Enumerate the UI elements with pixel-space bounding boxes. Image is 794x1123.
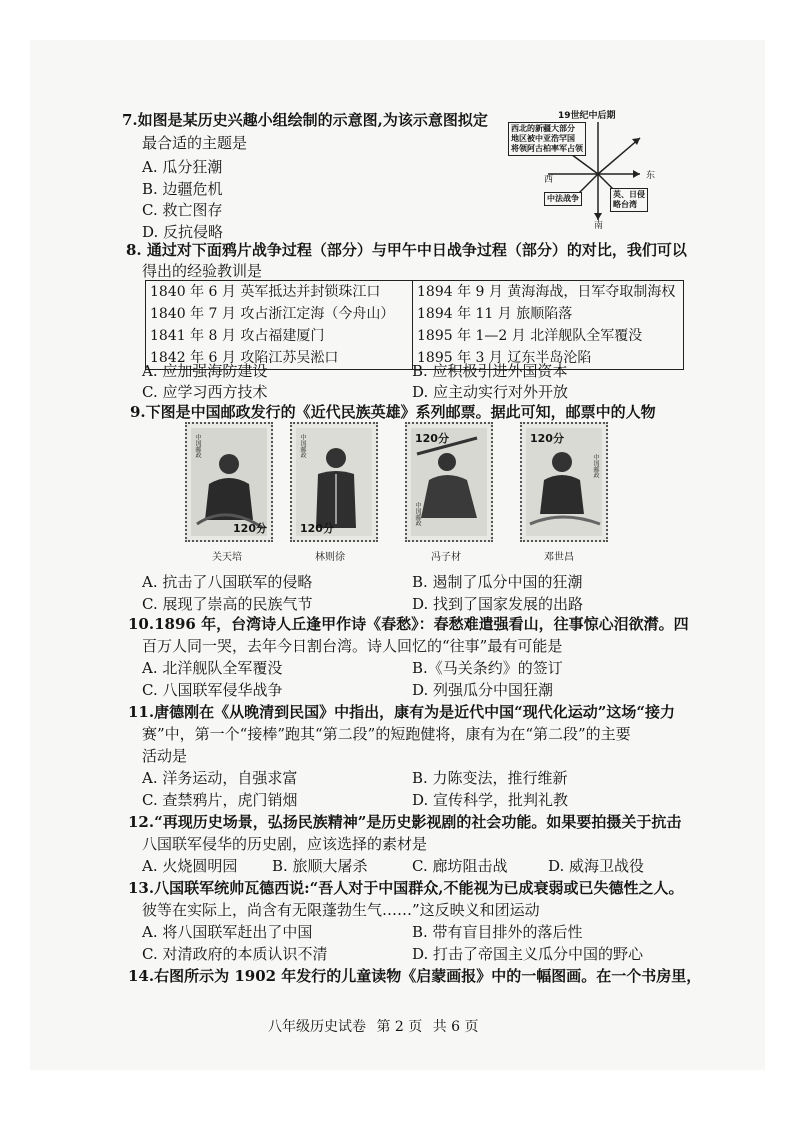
q7-option-a: A. 瓜分狂潮 (142, 158, 223, 176)
q8-option-d: D. 应主动实行对外开放 (412, 383, 569, 401)
q8-option-c: C. 应学习西方技术 (142, 383, 268, 401)
stamp-feng-zicai (405, 422, 493, 542)
q7-option-b: B. 边疆危机 (142, 180, 223, 198)
q9-option-b: B. 遏制了瓜分中国的狂潮 (412, 573, 583, 591)
q11-option-d: D. 宣传科学，批判礼教 (412, 791, 569, 809)
q12-option-b: B. 旅顺大屠杀 (272, 857, 368, 875)
q9-option-c: C. 展现了崇高的民族气节 (142, 595, 313, 613)
stamp-country: 中国邮政 (194, 434, 201, 458)
sino-japanese-war-row: 1895 年 1—2 月 北洋舰队全军覆没 (417, 328, 643, 344)
q7-option-c: C. 救亡图存 (142, 201, 223, 219)
box-nw-line1: 西北的新疆大部分 (511, 124, 575, 133)
q8-stem-line1: 8. 通过对下面鸦片战争过程（部分）与甲午中日战争过程（部分）的对比，我们可以 (126, 241, 687, 259)
direction-west: 西 (544, 175, 554, 185)
sino-japanese-war-row: 1895 年 3 月 辽东半岛沦陷 (417, 350, 592, 366)
q7-stem-line2: 最合适的主题是 (142, 134, 248, 152)
q10-option-a: A. 北洋舰队全军覆没 (142, 659, 283, 677)
q10-option-b: B.《马关条约》的签订 (412, 659, 563, 677)
page-footer (268, 1016, 485, 1036)
q11-stem-line3: 活动是 (142, 747, 188, 765)
sino-japanese-war-row: 1894 年 9 月 黄海海战，日军夺取制海权 (417, 284, 676, 300)
box-nw-line2: 地区被中亚浩罕国 (511, 134, 575, 143)
opium-war-row: 1841 年 8 月 攻占福建厦门 (150, 328, 325, 344)
q13-option-a: A. 将八国联军赶出了中国 (142, 923, 313, 941)
q11-stem-line1: 11.唐德刚在《从晚清到民国》中指出，康有为是近代中国“现代化运动”这场“接力 (128, 703, 675, 721)
q11-option-a: A. 洋务运动，自强求富 (142, 769, 298, 787)
box-nw-line3: 将领阿古柏率军占领 (511, 144, 583, 153)
q12-stem-line1: 12.“再现历史场景，弘扬民族精神”是历史影视剧的社会功能。如果要拍摄关于抗击 (128, 813, 682, 831)
footer-total-pages: 共 6 页 (432, 1019, 479, 1035)
q9-option-d: D. 找到了国家发展的出路 (412, 595, 584, 613)
diagram-title: 19世纪中后期 (558, 111, 616, 121)
direction-south: 南 (594, 221, 604, 231)
stamp-country: 中国邮政 (414, 502, 421, 526)
diagram-box-southeast (610, 188, 648, 212)
stamp-lin-zexu (290, 422, 378, 542)
opium-war-cell (146, 281, 413, 370)
diagram-box-southwest: 中法战争 (544, 192, 582, 206)
footer-exam-title: 八年级历史试卷 (268, 1019, 366, 1035)
q11-stem-line2: 赛”中，第一个“接棒”跑其“第二段”的短跑健将，康有为在“第二段”的主要 (142, 725, 631, 743)
opium-war-row: 1840 年 7 月 攻占浙江定海（今舟山） (150, 306, 395, 322)
q11-option-c: C. 查禁鸦片，虎门销烟 (142, 791, 298, 809)
q7-stem-line1: 7.如图是某历史兴趣小组绘制的示意图,为该示意图拟定 (122, 111, 488, 129)
q13-option-b: B. 带有盲目排外的落后性 (412, 923, 583, 941)
q8-stem-line2: 得出的经验教训是 (142, 262, 263, 280)
q8-comparison-table (145, 280, 684, 370)
q12-option-c: C. 廊坊阻击战 (412, 857, 508, 875)
q12-stem-line2: 八国联军侵华的历史剧，应该选择的素材是 (142, 835, 428, 853)
opium-war-row: 1840 年 6 月 英军抵达并封锁珠江口 (150, 284, 381, 300)
stamp-caption: 林则徐 (315, 552, 345, 563)
q7-option-d: D. 反抗侵略 (142, 223, 224, 241)
q10-option-c: C. 八国联军侵华战争 (142, 681, 283, 699)
q10-stem-line1: 10.1896 年，台湾诗人丘逢甲作诗《春愁》：春愁难遣强看山，往事惊心泪欲潸。四 (128, 615, 689, 633)
q8-option-a: A. 应加强海防建设 (142, 362, 268, 380)
stamp-caption: 邓世昌 (544, 552, 574, 563)
q10-option-d: D. 列强瓜分中国狂潮 (412, 681, 554, 699)
q9-option-a: A. 抗击了八国联军的侵略 (142, 573, 313, 591)
q13-option-c: C. 对清政府的本质认识不清 (142, 945, 328, 963)
q13-stem-line1: 13.八国联军统帅瓦德西说:“吾人对于中国群众,不能视为已成衰弱或已失德性之人。 (128, 879, 684, 897)
box-se-line1: 英、日侵 (613, 190, 645, 199)
q13-option-d: D. 打击了帝国主义瓜分中国的野心 (412, 945, 644, 963)
stamp-value: 120分 (530, 432, 564, 445)
q9-stem: 9.下图是中国邮政发行的《近代民族英雄》系列邮票。据此可知，邮票中的人物 (130, 403, 656, 421)
stamp-caption: 关天培 (212, 552, 242, 563)
stamp-value: 120分 (233, 522, 267, 535)
stamp-value: 120分 (415, 432, 449, 445)
stamp-guan-tianpei (185, 422, 273, 542)
q10-stem-line2: 百万人同一哭，去年今日割台湾。诗人回忆的“往事”最有可能是 (142, 637, 563, 655)
q14-stem-line1: 14.右图所示为 1902 年发行的儿童读物《启蒙画报》中的一幅图画。在一个书房里， (128, 967, 702, 985)
sino-japanese-war-cell (413, 281, 684, 370)
q7-compass-diagram (500, 108, 680, 231)
stamp-value: 120分 (300, 522, 334, 535)
box-se-line2: 略台湾 (613, 200, 637, 209)
stamp-caption: 冯子材 (431, 552, 461, 563)
q12-option-a: A. 火烧圆明园 (142, 857, 238, 875)
q8-option-b: B. 应积极引进外国资本 (412, 362, 568, 380)
opium-war-row: 1842 年 6 月 攻陷江苏吴淞口 (150, 350, 339, 366)
q13-stem-line2: 彼等在实际上，尚含有无限蓬勃生气……”这反映义和团运动 (142, 901, 540, 919)
footer-page-number: 第 2 页 (376, 1019, 423, 1035)
stamp-country: 中国邮政 (299, 434, 306, 458)
diagram-box-northwest (508, 122, 586, 156)
q12-option-d: D. 威海卫战役 (548, 857, 645, 875)
stamp-deng-shichang (520, 422, 608, 542)
direction-east: 东 (646, 171, 656, 181)
sino-japanese-war-row: 1894 年 11 月 旅顺陷落 (417, 306, 573, 322)
stamp-country: 中国邮政 (592, 454, 599, 478)
q11-option-b: B. 力陈变法，推行维新 (412, 769, 568, 787)
